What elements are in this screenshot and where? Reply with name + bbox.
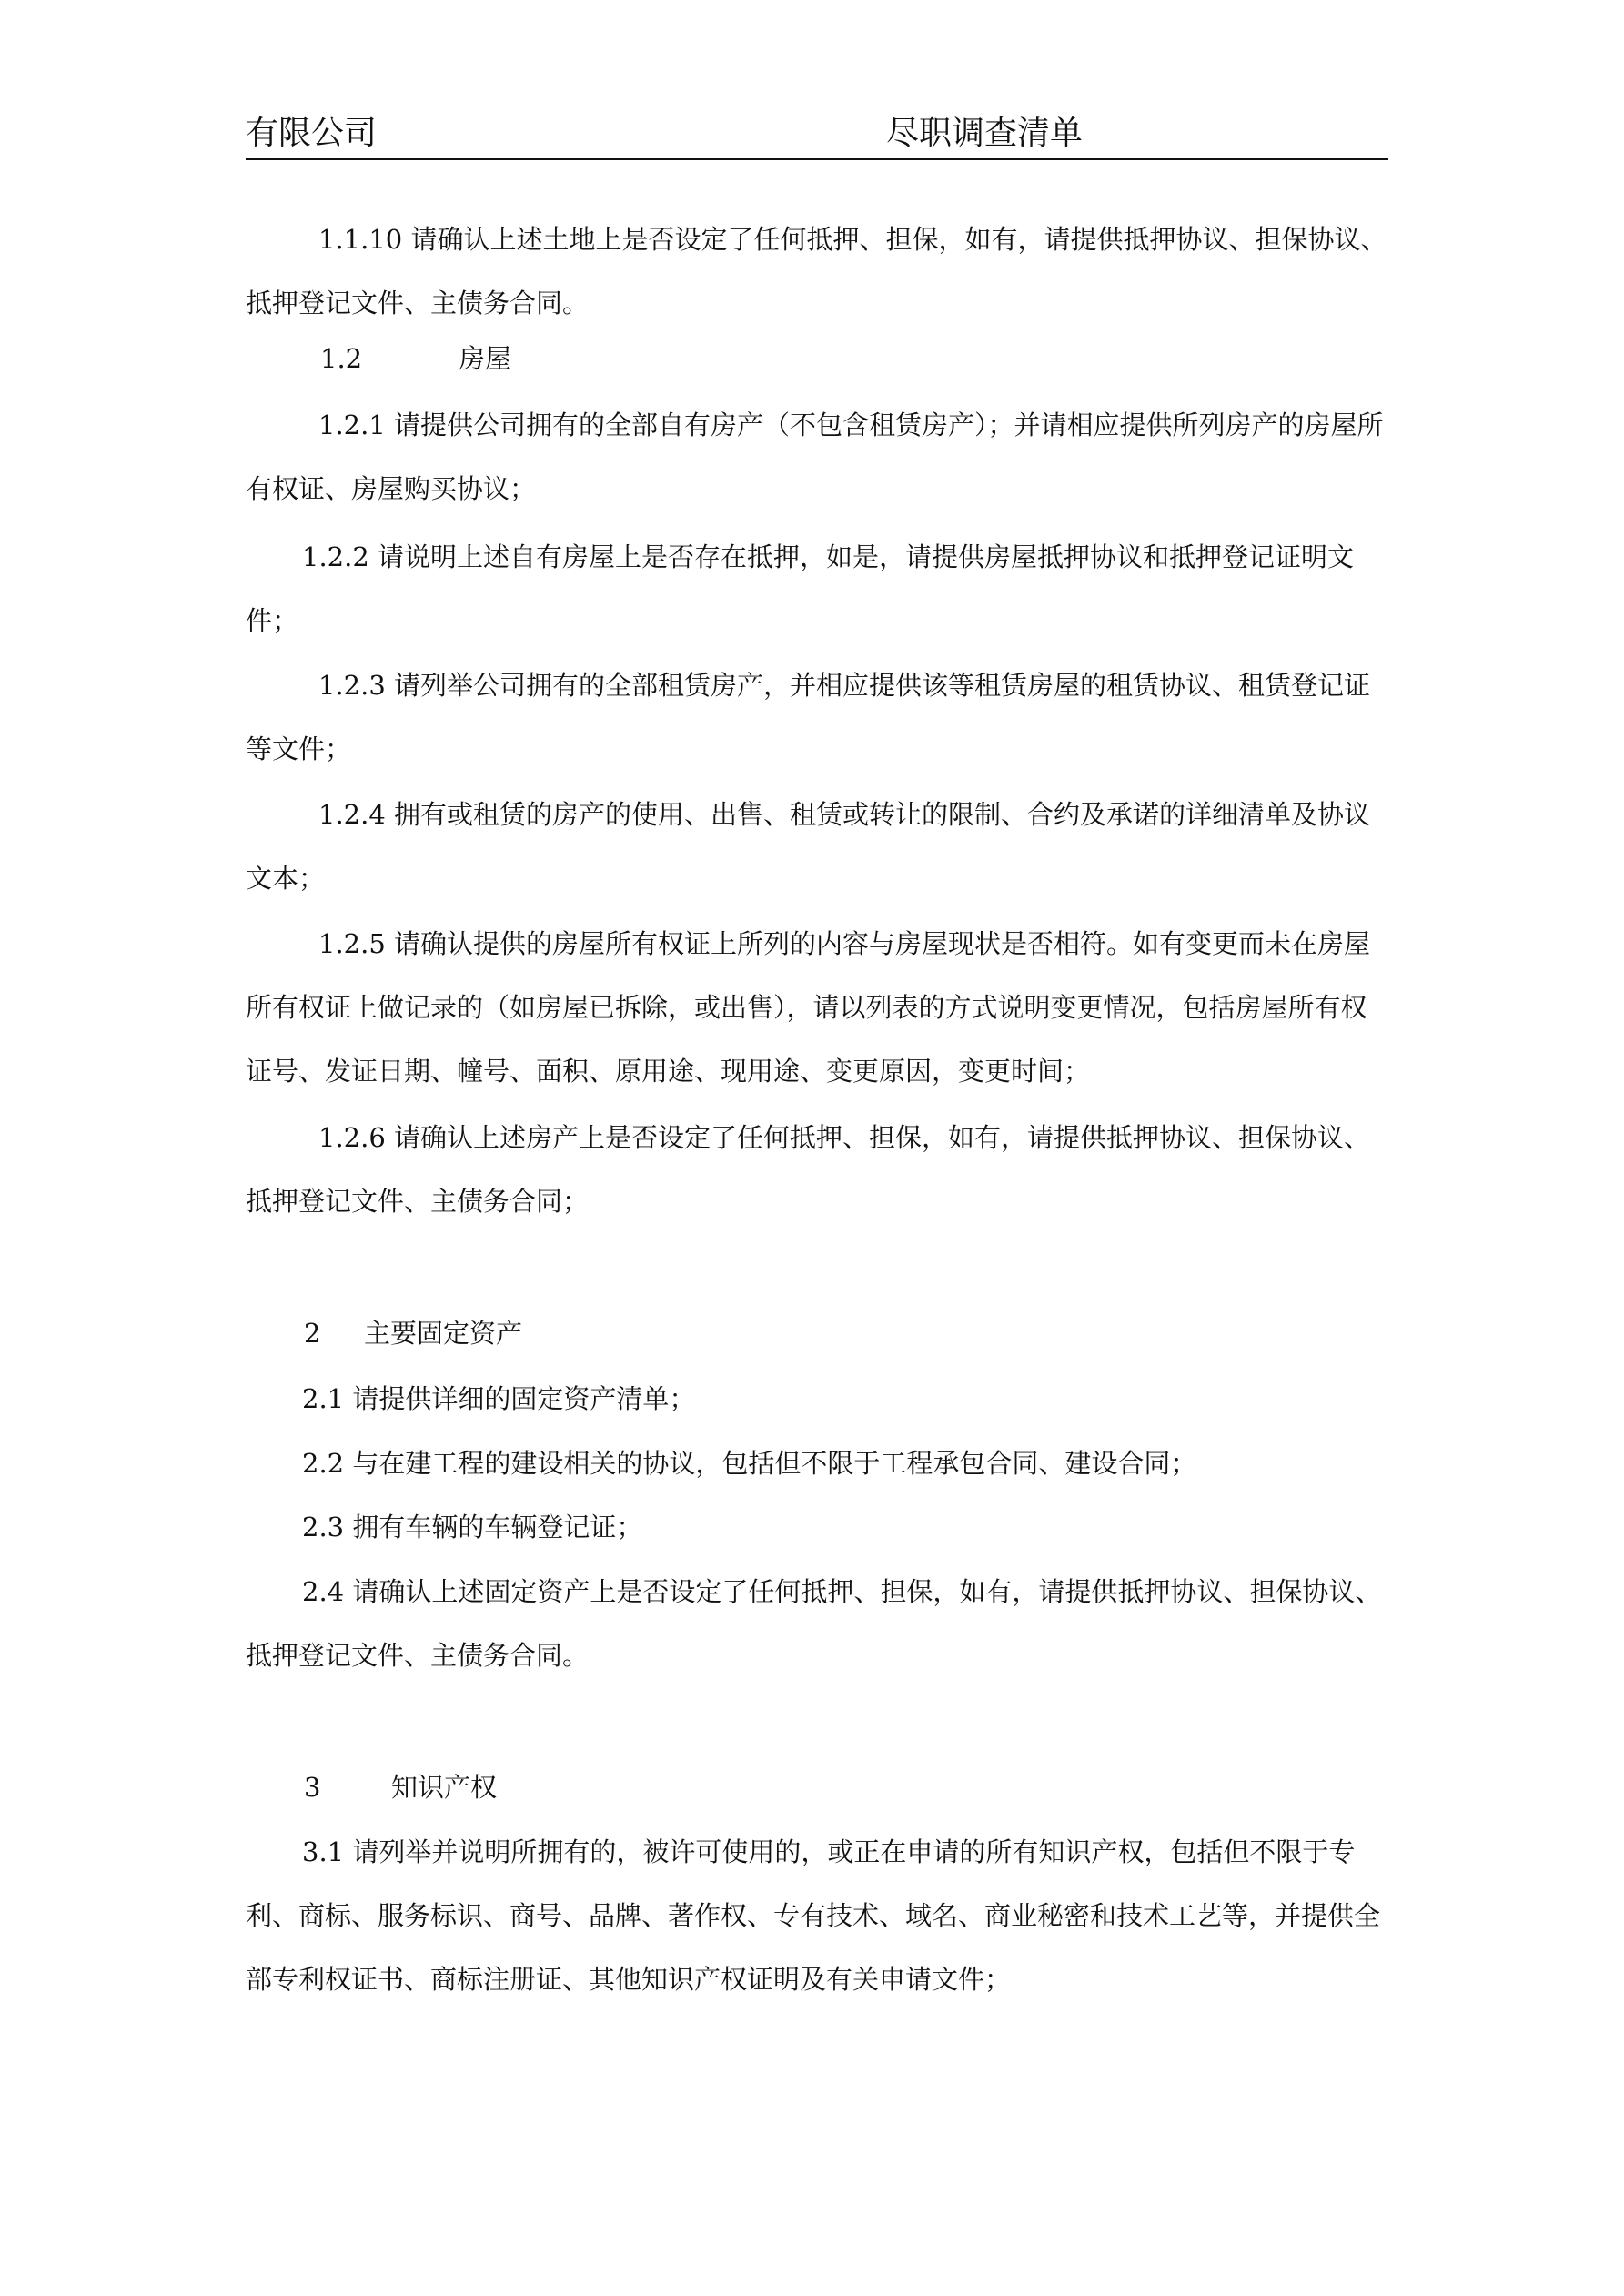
paragraph-3-1: 3.1 请列举并说明所拥有的，被许可使用的，或正在申请的所有知识产权，包括但不限于专利、商标、服务标识、商号、品牌、著作权、专有技术、域名、商业秘密和技术工艺等，并提供全部专利权证书、商标注册证、其他知识产权证明及有关申请文件；	[246, 1836, 1381, 1995]
heading-2	[304, 1315, 522, 1351]
paragraph-1-2-2: 1.2.2 请说明上述自有房屋上是否存在抵押，如是，请提供房屋抵押协议和抵押登记证明文件；	[246, 541, 1355, 636]
paragraph-1-1-10: 1.1.10 请确认上述土地上是否设定了任何抵押、担保，如有，请提供抵押协议、担保协议、抵押登记文件、主债务合同。	[246, 224, 1387, 319]
paragraph-2-1: 2.1 请提供详细的固定资产清单；	[302, 1383, 696, 1414]
page-header	[246, 115, 1388, 160]
paragraph-2-3: 2.3 拥有车辆的车辆登记证；	[302, 1512, 643, 1542]
heading-1-2-number: 1.2	[320, 343, 363, 374]
paragraph-2-2: 2.2 与在建工程的建设相关的协议，包括但不限于工程承包合同、建设合同；	[302, 1448, 1197, 1479]
paragraph-1-2-4: 1.2.4 拥有或租赁的房产的使用、出售、租赁或转让的限制、合约及承诺的详细清单及协议文本；	[246, 799, 1371, 894]
heading-2-number: 2	[304, 1318, 321, 1349]
paragraph-1-2-3: 1.2.3 请列举公司拥有的全部租赁房产，并相应提供该等租赁房屋的租赁协议、租赁登记证等文件；	[246, 670, 1371, 764]
paragraph-1-2-1: 1.2.1 请提供公司拥有的全部自有房产（不包含租赁房产）；并请相应提供所列房产的房屋所有权证、房屋购买协议；	[246, 410, 1384, 504]
header-company: 有限公司	[246, 115, 378, 152]
heading-2-title: 主要固定资产	[364, 1318, 523, 1349]
paragraph-2-4: 2.4 请确认上述固定资产上是否设定了任何抵押、担保，如有，请提供抵押协议、担保协议、抵押登记文件、主债务合同。	[246, 1576, 1382, 1671]
heading-3	[304, 1769, 497, 1805]
heading-1-2	[320, 340, 511, 377]
heading-1-2-title: 房屋	[459, 343, 512, 374]
heading-3-number: 3	[304, 1772, 321, 1803]
header-title: 尽职调查清单	[886, 115, 1084, 152]
paragraph-1-2-5: 1.2.5 请确认提供的房屋所有权证上所列的内容与房屋现状是否相符。如有变更而未在房屋所有权证上做记录的（如房屋已拆除，或出售），请以列表的方式说明变更情况，包括房屋所有权证号、发证日期、幢号、面积、原用途、现用途、变更原因，变更时间；	[246, 928, 1371, 1087]
paragraph-1-2-6: 1.2.6 请确认上述房产上是否设定了任何抵押、担保，如有，请提供抵押协议、担保协议、抵押登记文件、主债务合同；	[246, 1122, 1371, 1217]
heading-3-title: 知识产权	[391, 1772, 498, 1803]
